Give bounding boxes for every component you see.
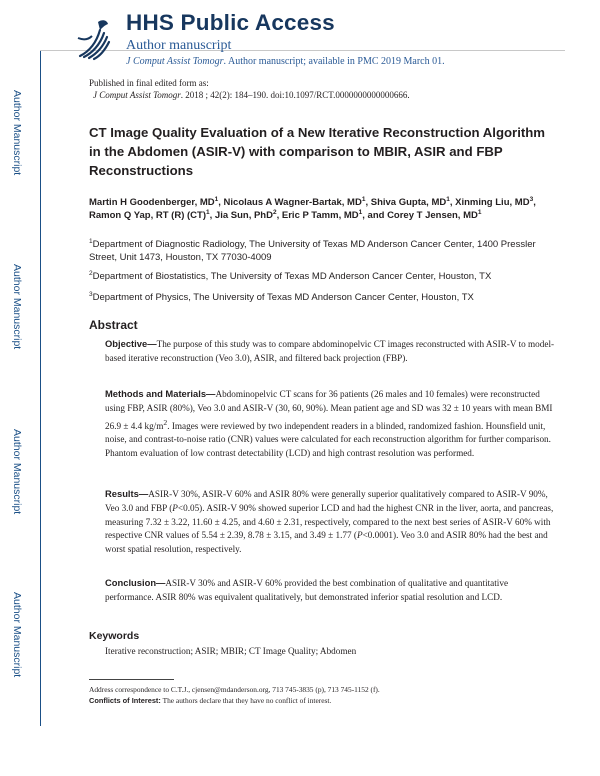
availability-text: . Author manuscript; available in PMC 2019 March 01. <box>223 56 445 67</box>
section-text: <0.05). ASIR-V 90% showed superior LCD and had the highest CNR in the liver, aorta, and pancreas, measuring 7.32 ± 3.22, 11.60 ± 4.25, and 4.60 ± 2.31, respectively, compared to the next best series of ASIR-V 60% with respective CNR values of 5.54 ± 2.39, 8.78 ± 3.15, and 3.49 ± 1.77 ( <box>105 502 554 541</box>
author-name: Shiva Gupta, MD <box>370 197 447 208</box>
author-name: Corey T Jensen, MD <box>387 210 478 222</box>
author-name: Martin H Goodenberger, MD <box>89 197 215 208</box>
published-label: Published in final edited form as: <box>89 78 209 88</box>
section-text: . Images were reviewed by two independent readers in a blinded, randomized fashion. Hounsfield unit, noise, and contrast-to-noise ratio (CNR) values were calculated for each reconstruction algorithm for further comparison. Phantom evaluation of low contrast detectability (LCD) and high contrast resolution was performed. <box>105 420 551 459</box>
authors-and: and <box>367 210 385 222</box>
author-manuscript-side-label: Author Manuscript <box>11 592 23 678</box>
hhs-public-access-title: HHS Public Access <box>126 10 335 35</box>
citation-details: . 2018 ; 42(2): 184–190. doi:10.1097/RCT.0000000000000666. <box>180 90 410 100</box>
hhs-eagle-icon <box>74 16 114 62</box>
affiliation <box>89 238 559 264</box>
section-text: Abdominopelvic CT scans for 36 patients (26 males and 10 females) were reconstructed using FBP, ASIR (80%), Veo 3.0 and ASIR-V (30, 60, 90%). Mean patient age and SD was 32 ± 10 years with mean BMI 26.9 ± 4.4 kg/m <box>105 389 553 431</box>
author-manuscript-side-label: Author Manuscript <box>11 264 23 350</box>
section-label: Results— <box>105 488 149 499</box>
author-name: Eric P Tamm, MD <box>281 210 359 222</box>
superscript: 2 <box>163 417 168 427</box>
journal-availability <box>126 56 445 67</box>
section-label: Conclusion— <box>105 577 166 588</box>
author-name: Nicolaus A Wagner-Bartak, MD <box>223 197 362 208</box>
section-text: ASIR-V 30%, ASIR-V 60% and ASIR 80% were generally superior qualitatively compared to ASIR-V 90%, Veo 3.0 and FBP ( <box>105 489 548 513</box>
abstract-methods <box>105 387 559 461</box>
section-text: ASIR-V 30% and ASIR-V 60% provided the best combination of qualitative and quantitative performance. ASIR 80% was equivalent qualitatively, but demonstrated inferior spatial resolution and LCD. <box>105 578 509 602</box>
author-affiliation: 1 <box>214 195 219 203</box>
keywords-list: Iterative reconstruction; ASIR; MBIR; CT Image Quality; Abdomen <box>105 646 357 656</box>
affiliation-number: 2 <box>89 269 93 277</box>
left-margin-rule <box>40 50 41 726</box>
author-manuscript-side-label: Author Manuscript <box>11 429 23 515</box>
coi-text: The authors declare that they have no conflict of interest. <box>160 696 332 705</box>
footnote-rule <box>89 679 174 680</box>
p-value-symbol: P <box>356 530 363 541</box>
abstract-conclusion <box>105 576 559 605</box>
author-manuscript-subtitle: Author manuscript <box>126 38 232 53</box>
author-name: Jia Sun, PhD <box>214 210 273 222</box>
section-text: The purpose of this study was to compare abdominopelvic CT images reconstructed with ASIR-V to model-based iterative reconstruction (Veo 3.0), ASIR, and filtered back projection (FBP). <box>105 339 555 363</box>
article-title: CT Image Quality Evaluation of a New Iterative Reconstruction Algorithm in the Abdomen (ASIR-V) with comparison to MBIR, ASIR and FBP Reconstructions <box>89 125 546 178</box>
abstract-heading: Abstract <box>89 318 138 332</box>
author-affiliation: 1 <box>446 195 450 203</box>
author-manuscript-side-label: Author Manuscript <box>11 90 23 176</box>
affiliation-number: 1 <box>89 237 93 245</box>
citation-journal: J Comput Assist Tomogr <box>93 90 181 100</box>
affiliation <box>89 270 559 283</box>
section-label: Objective— <box>105 338 157 349</box>
author-affiliation: 1 <box>361 195 366 203</box>
abstract-results <box>105 487 559 557</box>
p-value-symbol: P <box>172 502 178 513</box>
author-affiliation: 2 <box>272 209 277 217</box>
author-affiliation: 1 <box>477 209 482 217</box>
author-affiliation: 1 <box>206 209 210 217</box>
affiliation <box>89 291 559 304</box>
citation <box>89 89 410 101</box>
section-label: Methods and Materials— <box>105 388 216 399</box>
published-in-block <box>89 77 410 101</box>
section-text: <0.0001). Veo 3.0 and ASIR 80% had the best and worst spatial resolution, respectively. <box>105 530 548 555</box>
author-affiliation: 3 <box>529 195 534 203</box>
author-list: Martin H Goodenberger, $MD^1$, Nicolaus A Wagner-Bartak, $MD^1$, Shiva Gupta, $MD^1$, Xinming Liu, $MD^3$, Ramon Q Yap, RT (R) (CT)$^1$, Jia Sun, PhD$^2$, Eric P Tamm, $MD^1$, and Corey T Jensen, $MD^1$ <box>89 195 536 222</box>
conflict-of-interest-footnote <box>89 696 331 706</box>
header-rule <box>40 50 565 51</box>
coi-label: Conflicts of Interest: <box>89 696 161 705</box>
affiliation-text: Department of Biostatistics, The University of Texas MD Anderson Cancer Center, Houston, TX <box>92 271 492 282</box>
correspondence-footnote: Address correspondence to C.T.J., cjensen@mdanderson.org, 713 745-3835 (p), 713 745-1152 (f). <box>89 685 380 694</box>
affiliation-text: Department of Diagnostic Radiology, The University of Texas MD Anderson Cancer Center, 1400 Pressler Street, Unit 1473, Houston, TX 77030-4009 <box>89 239 536 263</box>
abstract-objective <box>105 337 559 366</box>
author-affiliation: 1 <box>358 209 363 217</box>
affiliation-number: 3 <box>89 290 93 298</box>
affiliation-text: Department of Physics, The University of Texas MD Anderson Cancer Center, Houston, TX <box>92 292 474 303</box>
keywords-heading: Keywords <box>89 630 140 642</box>
author-name: Xinming Liu, MD <box>455 197 530 208</box>
journal-name: J Comput Assist Tomogr <box>126 56 224 67</box>
author-name: Ramon Q Yap, RT (R) (CT) <box>89 210 206 222</box>
